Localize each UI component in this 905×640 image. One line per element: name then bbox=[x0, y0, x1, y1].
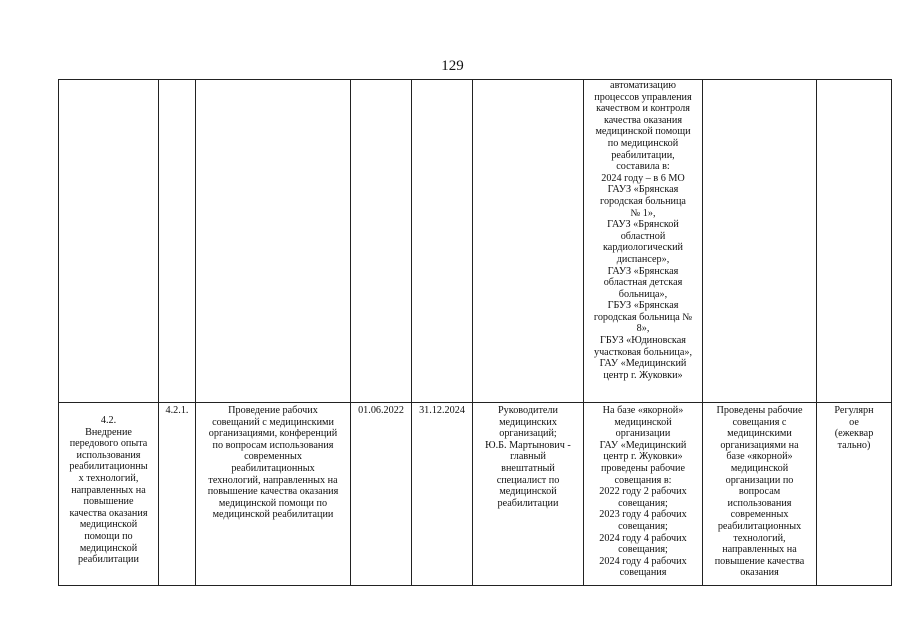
cell-result-continued bbox=[584, 80, 703, 403]
activity-line: медицинской помощи по bbox=[218, 497, 328, 509]
result-line: ГАУ «Медицинский bbox=[599, 358, 687, 370]
outcome-line: медицинской bbox=[730, 462, 789, 474]
outcome-line: совещания с bbox=[732, 416, 787, 428]
result-line: ГБУЗ «Юдиновская bbox=[600, 335, 686, 347]
cell-task bbox=[59, 403, 159, 586]
outcome-line: повышение качества bbox=[714, 555, 805, 567]
activity-line: медицинской реабилитации bbox=[212, 509, 334, 521]
cell-end-empty bbox=[412, 80, 473, 403]
result-line: совещания; bbox=[618, 520, 668, 532]
cell-activity bbox=[196, 403, 351, 586]
task-line: медицинской bbox=[79, 542, 138, 554]
outcome-line: вопросам bbox=[738, 486, 781, 498]
task-line: помощи по bbox=[84, 530, 133, 542]
result-line: областной bbox=[620, 230, 666, 242]
result-line: совещания; bbox=[618, 544, 668, 556]
result-line: ГАУЗ «Брянская bbox=[607, 265, 679, 277]
result-line: ГАУЗ «Брянская bbox=[607, 184, 679, 196]
result-line: ГАУ «Медицинский bbox=[599, 439, 687, 451]
activity-line: Проведение рабочих bbox=[228, 405, 318, 416]
cell-periodicity bbox=[817, 403, 892, 586]
result-line: центр г. Жуковки» bbox=[603, 369, 683, 381]
result-line: городская больница № bbox=[593, 311, 693, 323]
result-line: совещания bbox=[619, 567, 667, 579]
result-line: 2024 году 4 рабочих bbox=[599, 532, 687, 544]
cell-task-empty bbox=[59, 80, 159, 403]
activity-line: реабилитационных bbox=[231, 462, 315, 474]
outcome-line: направленных на bbox=[722, 544, 797, 556]
cell-number-empty bbox=[159, 80, 196, 403]
activity-line: по вопросам использования bbox=[212, 439, 334, 451]
result-line: 2024 году 4 рабочих bbox=[599, 555, 687, 567]
result-line: процессов управления bbox=[594, 91, 692, 103]
result-line: центр г. Жуковки» bbox=[603, 451, 683, 463]
task-line: х технологий, bbox=[78, 472, 139, 484]
result-line: составила в: bbox=[616, 161, 670, 173]
result-line: медицинской помощи bbox=[595, 126, 691, 138]
result-line: совещания в: bbox=[614, 474, 672, 486]
task-line: повышение bbox=[83, 496, 134, 508]
result-line: 2022 году 2 рабочих bbox=[599, 486, 687, 498]
result-line: 2024 году – в 6 МО bbox=[601, 172, 685, 184]
responsible-line: внештатный bbox=[501, 462, 555, 474]
cell-outcome-empty bbox=[703, 80, 817, 403]
periodicity-line: тально) bbox=[837, 439, 871, 451]
cell-start-empty bbox=[351, 80, 412, 403]
result-line: качеством и контроля bbox=[596, 103, 690, 115]
responsible-line: специалист по bbox=[496, 474, 560, 486]
periodicity-line: ое bbox=[849, 416, 859, 428]
result-line: городская больница bbox=[600, 195, 686, 207]
cell-end-date: 31.12.2024 bbox=[412, 403, 473, 586]
cell-activity-empty bbox=[196, 80, 351, 403]
responsible-line: организаций; bbox=[499, 428, 557, 440]
responsible-line: реабилитации bbox=[497, 497, 559, 509]
activity-line: организациями, конференций bbox=[208, 428, 338, 440]
task-line: направленных на bbox=[71, 484, 146, 496]
result-line: № 1», bbox=[630, 207, 656, 219]
task-line: Внедрение bbox=[85, 426, 132, 438]
outcome-line: Проведены рабочие bbox=[716, 405, 803, 416]
measures-table bbox=[58, 79, 892, 586]
cell-responsible-empty bbox=[473, 80, 584, 403]
cell-number: 4.2.1. bbox=[159, 403, 196, 586]
activity-line: совещаний с медицинскими bbox=[212, 416, 334, 428]
cell-periodicity-empty bbox=[817, 80, 892, 403]
task-line: передового опыта bbox=[69, 438, 148, 450]
responsible-line: главный bbox=[510, 451, 546, 463]
task-line: реабилитационны bbox=[69, 461, 148, 473]
outcome-line: использования bbox=[727, 497, 792, 509]
result-line: качества оказания bbox=[603, 114, 683, 126]
result-line: ГАУЗ «Брянской bbox=[607, 219, 679, 231]
result-line: реабилитации, bbox=[611, 149, 675, 161]
result-line: кардиологический bbox=[603, 242, 683, 254]
task-line: реабилитации bbox=[78, 554, 139, 566]
result-line: автоматизацию bbox=[610, 80, 676, 91]
table-row-4-2 bbox=[59, 403, 892, 586]
outcome-line: технологий, bbox=[733, 532, 786, 544]
result-line: 2023 году 4 рабочих bbox=[599, 509, 687, 521]
outcome-line: организации по bbox=[725, 474, 794, 486]
result-line: проведены рабочие bbox=[600, 462, 686, 474]
result-line: областная детская bbox=[603, 277, 683, 289]
responsible-line: Руководители bbox=[498, 405, 558, 416]
cell-result bbox=[584, 403, 703, 586]
result-line: совещания; bbox=[618, 497, 668, 509]
result-line: На базе «якорной» bbox=[602, 405, 684, 416]
result-line: по медицинской bbox=[607, 137, 679, 149]
task-line: 4.2. bbox=[100, 415, 117, 426]
responsible-line: Ю.Б. Мартынович - bbox=[485, 439, 571, 451]
outcome-line: оказания bbox=[740, 567, 779, 579]
outcome-line: базе «якорной» bbox=[726, 451, 793, 463]
result-line: участковая больница», bbox=[593, 346, 693, 358]
table-row-continuation bbox=[59, 80, 892, 403]
outcome-line: организациями на bbox=[720, 439, 799, 451]
result-line: организации bbox=[615, 428, 671, 440]
result-line: больница», bbox=[618, 288, 668, 300]
outcome-line: современных bbox=[730, 509, 789, 521]
activity-line: повышение качества оказания bbox=[207, 486, 339, 498]
responsible-line: медицинских bbox=[499, 416, 557, 428]
activity-line: технологий, направленных на bbox=[208, 474, 338, 486]
cell-start-date: 01.06.2022 bbox=[351, 403, 412, 586]
periodicity-line: (ежеквар bbox=[834, 428, 874, 440]
result-line: 8», bbox=[636, 323, 650, 335]
responsible-line: медицинской bbox=[499, 486, 557, 498]
result-line: ГБУЗ «Брянская bbox=[607, 300, 679, 312]
activity-line: современных bbox=[244, 451, 302, 463]
outcome-line: медицинскими bbox=[727, 428, 792, 440]
result-line: диспансер», bbox=[616, 253, 670, 265]
task-line: использования bbox=[76, 449, 141, 461]
task-line: качества оказания bbox=[69, 507, 148, 519]
page-number: 129 bbox=[441, 58, 464, 74]
cell-responsible bbox=[473, 403, 584, 586]
outcome-line: реабилитационных bbox=[717, 520, 802, 532]
task-line: медицинской bbox=[79, 519, 138, 531]
cell-outcome bbox=[703, 403, 817, 586]
periodicity-line: Регулярн bbox=[834, 405, 874, 416]
result-line: медицинской bbox=[614, 416, 672, 428]
